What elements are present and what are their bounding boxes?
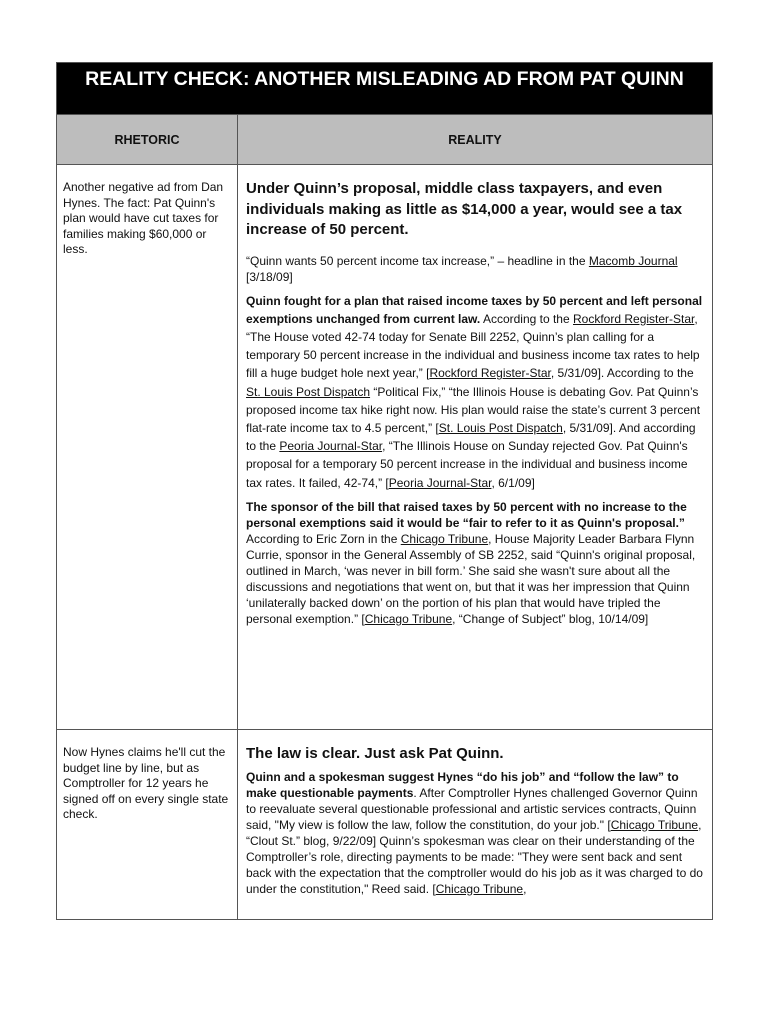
rhetoric-column-header: RHETORIC (57, 115, 238, 164)
text: , “The Illinois House on Sunday rejected Gov. Pat Quinn's proposal for a temporary 50 percent increase in the individual and business income tax rates. It failed, 42-74,” [ (246, 439, 688, 490)
text: , “Clout St.” blog, 9/22/09] Quinn’s spokesman was clear on their understanding of the Comptroller’s role, directing payments to be made: "They were sent back and sent back with the expectation that the comptroller would do his job as it was charged to do under the constitution," Reed said. [ (246, 817, 703, 896)
source-link[interactable]: Chicago Tribune (610, 817, 699, 832)
reality-cell (238, 165, 712, 729)
text: [3/18/09] (246, 269, 293, 284)
reality-headline: The law is clear. Just ask Pat Quinn. (246, 745, 504, 762)
bold-claim: Quinn and a spokesman suggest Hynes “do his job” and “follow the law” to make questionable payments (246, 769, 679, 800)
text: , “Change of Subject” blog, 10/14/09] (452, 611, 649, 626)
paragraph (246, 499, 704, 627)
text: “Political Fix,” “the Illinois House is debating Gov. Pat Quinn’s proposed income tax hike right now. His plan would raise the state’s current 3 percent flat-rate income tax to 4.5 percent,” [ (246, 384, 701, 435)
source-link[interactable]: Chicago Tribune (435, 881, 524, 896)
source-link[interactable]: Rockford Register-Star (429, 366, 551, 381)
text: , 5/31/09]. According to the (550, 366, 694, 381)
source-link[interactable]: Chicago Tribune (364, 611, 453, 626)
bold-claim: The sponsor of the bill that raised taxes by 50 percent with no increase to the personal exemptions said it would be “fair to refer to it as Quinn's proposal.” (246, 499, 687, 530)
reality-cell (238, 730, 712, 920)
paragraph (246, 769, 704, 897)
reality-check-table (56, 62, 713, 920)
table-row (57, 730, 712, 920)
rhetoric-cell: Another negative ad from Dan Hynes. The fact: Pat Quinn's plan would have cut taxes for families making $60,000 or less. (57, 165, 238, 729)
column-header-row (57, 115, 712, 165)
text: , 6/1/09] (491, 475, 535, 490)
paragraph (246, 253, 704, 285)
source-link[interactable]: Rockford Register-Star (573, 311, 695, 326)
text: . After Comptroller Hynes challenged Governor Quinn to reevaluate several questionable professional and artistic services contracts, Quinn said, "My view is follow the law, follow the constitution, do your job." [ (246, 785, 698, 832)
source-link[interactable]: St. Louis Post Dispatch (438, 420, 563, 435)
rhetoric-cell: Now Hynes claims he'll cut the budget line by line, but as Comptroller for 12 years he signed off on every single state check. (57, 730, 238, 920)
source-link[interactable]: Macomb Journal (588, 253, 678, 268)
source-link[interactable]: Peoria Journal-Star (388, 475, 492, 490)
text: “Quinn wants 50 percent income tax increase,” – headline in the (246, 253, 589, 268)
reality-column-header: REALITY (448, 132, 502, 147)
document-title: REALITY CHECK: ANOTHER MISLEADING AD FROM PAT QUINN (57, 63, 712, 115)
table-row (57, 165, 712, 730)
text: According to Eric Zorn in the (246, 531, 401, 546)
text: , House Majority Leader Barbara Flynn Currie, sponsor in the General Assembly of SB 2252, said “Quinn's original proposal, outlined in March, ‘was never in bill form.’ She said she wasn't sure about all the discussions and negotiations that went on, but that it was her impression that Quinn ‘unilaterally backed down’ on the portion of his plan that would have tripled the personal exemption.” [ (246, 531, 696, 626)
bold-claim: Quinn fought for a plan that raised income taxes by 50 percent and left personal exemptions unchanged from current law. (246, 293, 703, 326)
paragraph (246, 292, 704, 492)
reality-headline: Under Quinn’s proposal, middle class taxpayers, and even individuals making as little as $14,000 a year, would see a tax increase of 50 percent. (246, 180, 683, 238)
text: According to the (480, 311, 573, 326)
text: , 5/31/09]. And according to the (246, 420, 696, 454)
source-link[interactable]: Chicago Tribune (400, 531, 489, 546)
source-link[interactable]: Peoria Journal-Star (279, 439, 383, 454)
text: , “The House voted 42-74 today for Senate Bill 2252, Quinn’s plan calling for a temporary 50 percent increase in the individual and business income tax rates to help fill a huge budget hole next year,” [ (246, 311, 700, 381)
source-link[interactable]: St. Louis Post Dispatch (246, 384, 371, 399)
text: , (523, 881, 527, 896)
